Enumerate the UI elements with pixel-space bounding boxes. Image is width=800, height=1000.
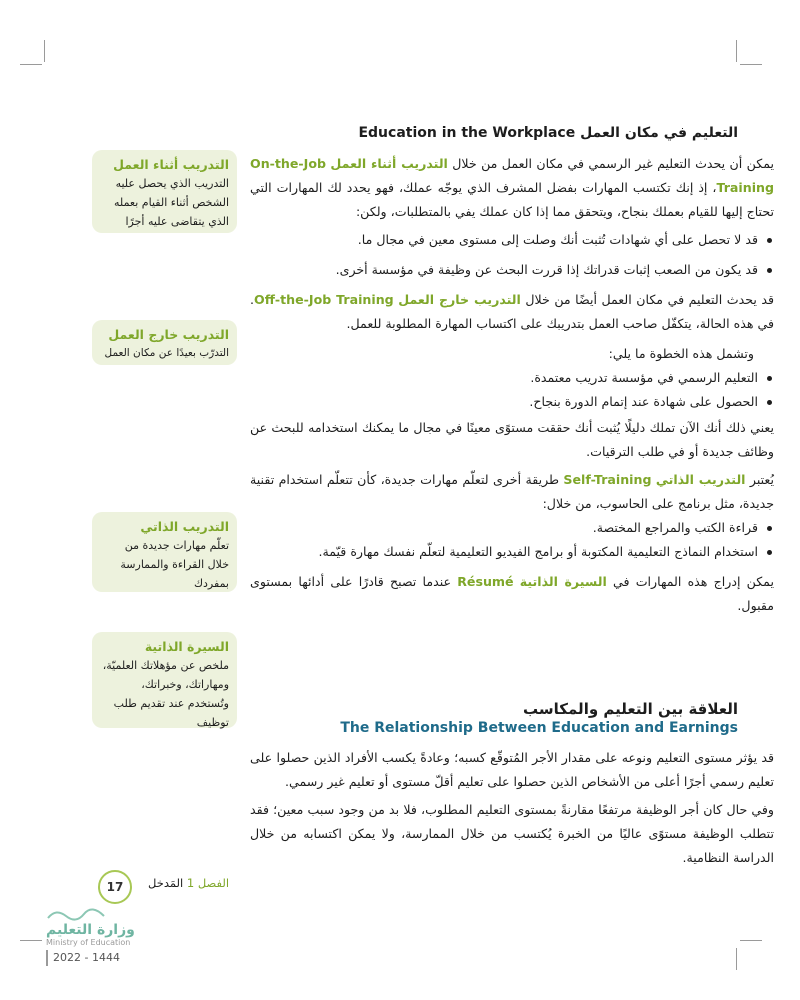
glossary-box	[92, 512, 237, 592]
bullet-list	[250, 228, 774, 282]
glossary-box	[92, 150, 237, 233]
crop-mark	[20, 64, 42, 65]
glossary-term: التدريب الذاتي	[140, 519, 229, 534]
bullet-item: قراءة الكتب والمراجع المختصة.	[250, 516, 758, 540]
crop-mark	[44, 40, 45, 62]
crop-mark	[736, 40, 737, 62]
key-term-english: Résumé	[457, 574, 514, 589]
heading-english: The Relationship Between Education and Earnings	[340, 720, 738, 736]
paragraph: وفي حال كان أجر الوظيفة مرتفعًا مقارنةً بمستوى التعليم المطلوب، فلا بد من وجود سبب معين؛ فقد تتطلب الوظيفة مستوًى عاليًا من الخبرة يُكتسب من خلال الممارسة، ولا يمكن اكتسابه من خلال الدراسة النظامية.	[250, 802, 774, 865]
paragraph: يمكن أن يحدث التعليم غير الرسمي في مكان العمل من خلال التدريب أثناء العمل On-the-Job Training، إذ إنك تكتسب المهارات بفضل المشرف الذي يوجّه عملك، فهو يحدد لك المهارات التي تحتاج إليها للقيام بعملك بنجاح، ويتحقق مما إذا كان عملك يفي بالمتطلبات، ولكن:	[250, 156, 774, 219]
glossary-definition: تعلّم مهارات جديدة من خلال القراءة والممارسة بمفردك	[120, 539, 229, 590]
glossary-definition: التدرّب بعيدًا عن مكان العمل	[104, 347, 229, 359]
key-term: التدريب خارج العمل	[398, 292, 521, 307]
crop-mark	[736, 948, 737, 970]
key-term-english: On-the-Job Training	[250, 156, 774, 195]
paragraph: يمكن إدراج هذه المهارات في السيرة الذاتية Résumé عندما تصبح قادرًا على أدائها بمستوى مقبول.	[250, 574, 774, 613]
bullet-item: استخدام النماذج التعليمية المكتوبة أو برامج الفيديو التعليمية لتعلّم نفسك مهارة قيّمة.	[250, 540, 758, 564]
glossary-box	[92, 632, 237, 728]
glossary-definition: ملخص عن مؤهلاتك العلميّة، ومهاراتك، وخبراتك، وتُستخدم عند تقديم طلب توظيف	[102, 659, 229, 729]
heading-arabic: العلاقة بين التعليم والمكاسب	[523, 700, 738, 718]
ministry-logo	[46, 906, 166, 948]
key-term: السيرة الذاتية	[519, 574, 607, 589]
paragraph: وتشمل هذه الخطوة ما يلي:	[608, 346, 754, 361]
bullet-item: قد يكون من الصعب إثبات قدراتك إذا قررت البحث عن وظيفة في مؤسسة أخرى.	[250, 258, 758, 282]
key-term: التدريب أثناء العمل	[330, 156, 448, 171]
key-term-english: Off-the-Job Training	[254, 292, 394, 307]
bullet-item: التعليم الرسمي في مؤسسة تدريب معتمدة.	[250, 366, 758, 390]
bullet-item: قد لا تحصل على أي شهادات تُثبت أنك وصلت إلى مستوى معين في مجال ما.	[250, 228, 758, 252]
paragraph: يعني ذلك أنك الآن تملك دليلًا يُثبت أنك حققت مستوًى معينًا في مجال ما يمكنك استخدامه للبحث عن وظائف جديدة أو في طلب الترقيات.	[250, 420, 774, 459]
heading-arabic: التعليم في مكان العمل	[580, 125, 738, 141]
glossary-box	[92, 320, 237, 365]
glossary-term: السيرة الذاتية	[144, 639, 229, 654]
chapter-label: الفصل 1 المَدخل	[148, 876, 230, 890]
section-heading	[358, 125, 738, 141]
paragraph: قد يؤثر مستوى التعليم ونوعه على مقدار الأجر المُتوقّع كسبه؛ وعادةً يكسب الأفراد الذين حصلوا على تعليم رسمي أجرًا أعلى من الأشخاص الذين حصلوا على تعليم أقلّ مستوى أو تعليم غير رسمي.	[250, 750, 774, 789]
glossary-definition: التدريب الذي يحصل عليه الشخص أثناء القيام بعمله الذي يتقاضى عليه أجرًا	[114, 177, 229, 228]
key-term: التدريب الذاتي	[655, 472, 746, 487]
bullet-list	[250, 366, 774, 414]
key-term-english: Self-Training	[563, 472, 652, 487]
ministry-logo-icon	[46, 906, 106, 922]
paragraph: قد يحدث التعليم في مكان العمل أيضًا من خلال التدريب خارج العمل Off-the-Job Training. في هذه الحالة، يتكفّل صاحب العمل بتدريبك على اكتساب المهارة المطلوبة للعمل.	[250, 292, 774, 331]
ministry-name-english: Ministry of Education	[46, 938, 131, 947]
crop-mark	[20, 940, 42, 941]
bullet-item: الحصول على شهادة عند إتمام الدورة بنجاح.	[250, 390, 758, 414]
main-text-column-2	[250, 746, 774, 870]
year-label: 2022 - 1444	[46, 950, 120, 966]
crop-mark	[740, 940, 762, 941]
heading-english: Education in the Workplace	[358, 125, 576, 141]
bullet-list	[250, 516, 774, 564]
ministry-name-arabic: وزارة التعليم	[46, 922, 135, 938]
crop-mark	[740, 64, 762, 65]
glossary-term: التدريب أثناء العمل	[113, 157, 229, 172]
section-heading	[340, 700, 738, 736]
glossary-term: التدريب خارج العمل	[108, 327, 229, 342]
paragraph: يُعتبر التدريب الذاتي Self-Training طريقة أخرى لتعلّم مهارات جديدة، كأن تتعلّم استخدام تقنية جديدة، مثل برنامج على الحاسوب، من خلال:	[250, 472, 775, 511]
main-text-column	[250, 152, 774, 618]
page-number: 17	[98, 870, 132, 904]
